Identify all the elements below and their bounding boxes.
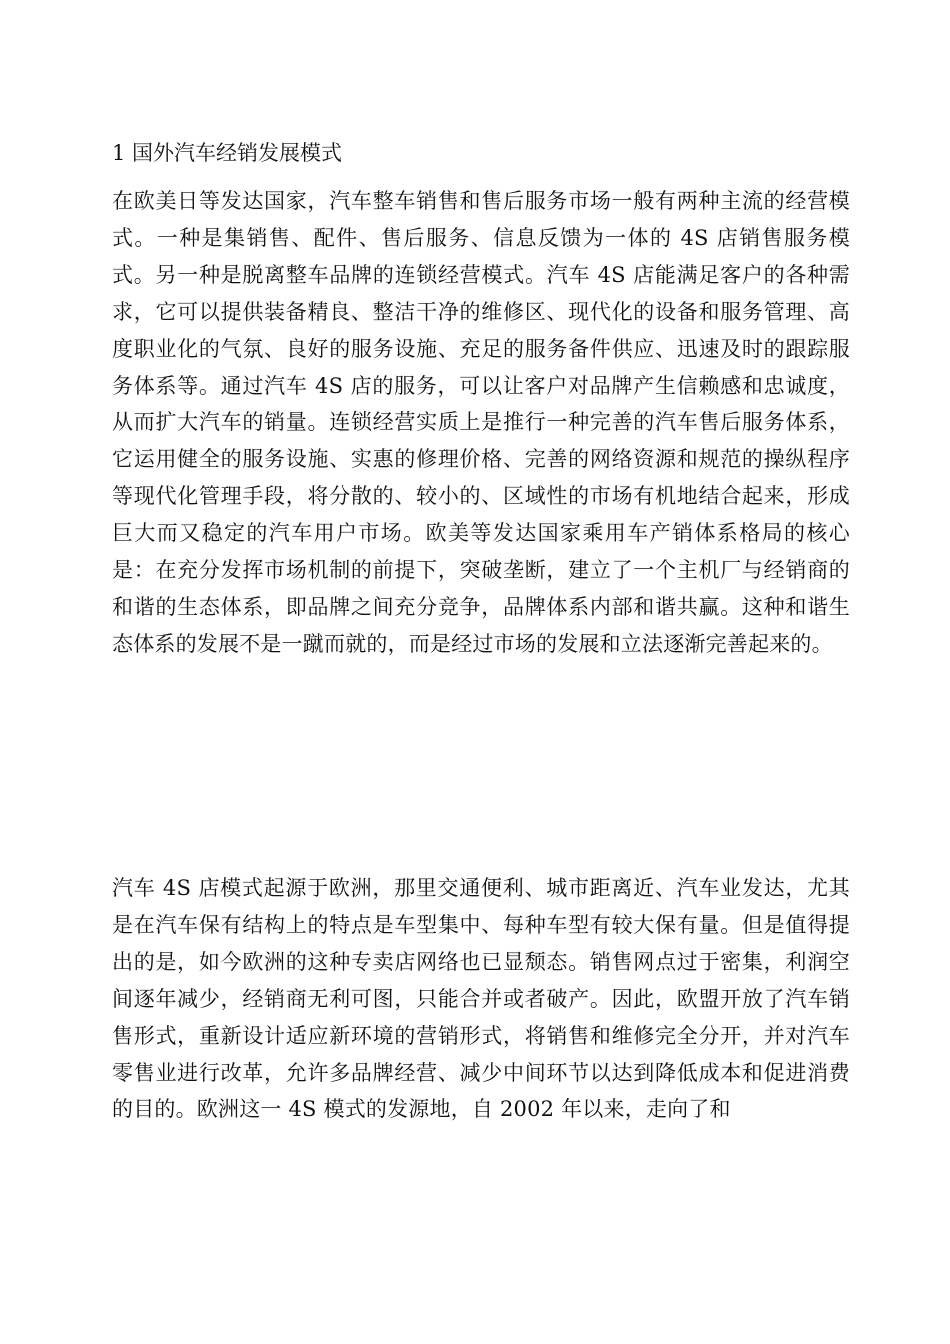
paragraph-1: 在欧美日等发达国家，汽车整车销售和售后服务市场一般有两种主流的经营模式。一种是集销售、配件、售后服务、信息反馈为一体的 4S 店销售服务模式。另一种是脱离整车品牌的连锁经营模式。汽车 4S 店能满足客户的各种需求，它可以提供装备精良、整洁干净的维修区、现代化的设备和服务管理、高度职业化的气氛、良好的服务设施、充足的服务备件供应、迅速及时的跟踪服务体系等。通过汽车 4S 店的服务，可以让客户对品牌产生信赖感和忠诚度，从而扩大汽车的销量。连锁经营实质上是推行一种完善的汽车售后服务体系，它运用健全的服务设施、实惠的修理价格、完善的网络资源和规范的操纵程序等现代化管理手段，将分散的、较小的、区域性的市场有机地结合起来，形成巨大而又稳定的汽车用户市场。欧美等发达国家乘用车产销体系格局的核心是：在充分发挥市场机制的前提下，突破垄断，建立了一个主机厂与经销商的和谐的生态体系，即品牌之间充分竞争，品牌体系内部和谐共赢。这种和谐生态体系的发展不是一蹴而就的，而是经过市场的发展和立法逐渐完善起来的。 — [112, 189, 850, 656]
paragraph-2: 汽车 4S 店模式起源于欧洲，那里交通便利、城市距离近、汽车业发达，尤其是在汽车保有结构上的特点是车型集中、每种车型有较大保有量。但是值得提出的是，如今欧洲的这种专卖店网络也已显颓态。销售网点过于密集，利润空间逐年减少，经销商无利可图，只能合并或者破产。因此，欧盟开放了汽车销售形式，重新设计适应新环境的营销形式，将销售和维修完全分开，并对汽车零售业进行改革，允许多品牌经营、减少中间环节以达到降低成本和促进消费的目的。欧洲这一 4S 模式的发源地，自 2002 年以来，走向了和 — [112, 876, 850, 1122]
section-heading: 1 国外汽车经销发展模式 — [112, 141, 343, 165]
